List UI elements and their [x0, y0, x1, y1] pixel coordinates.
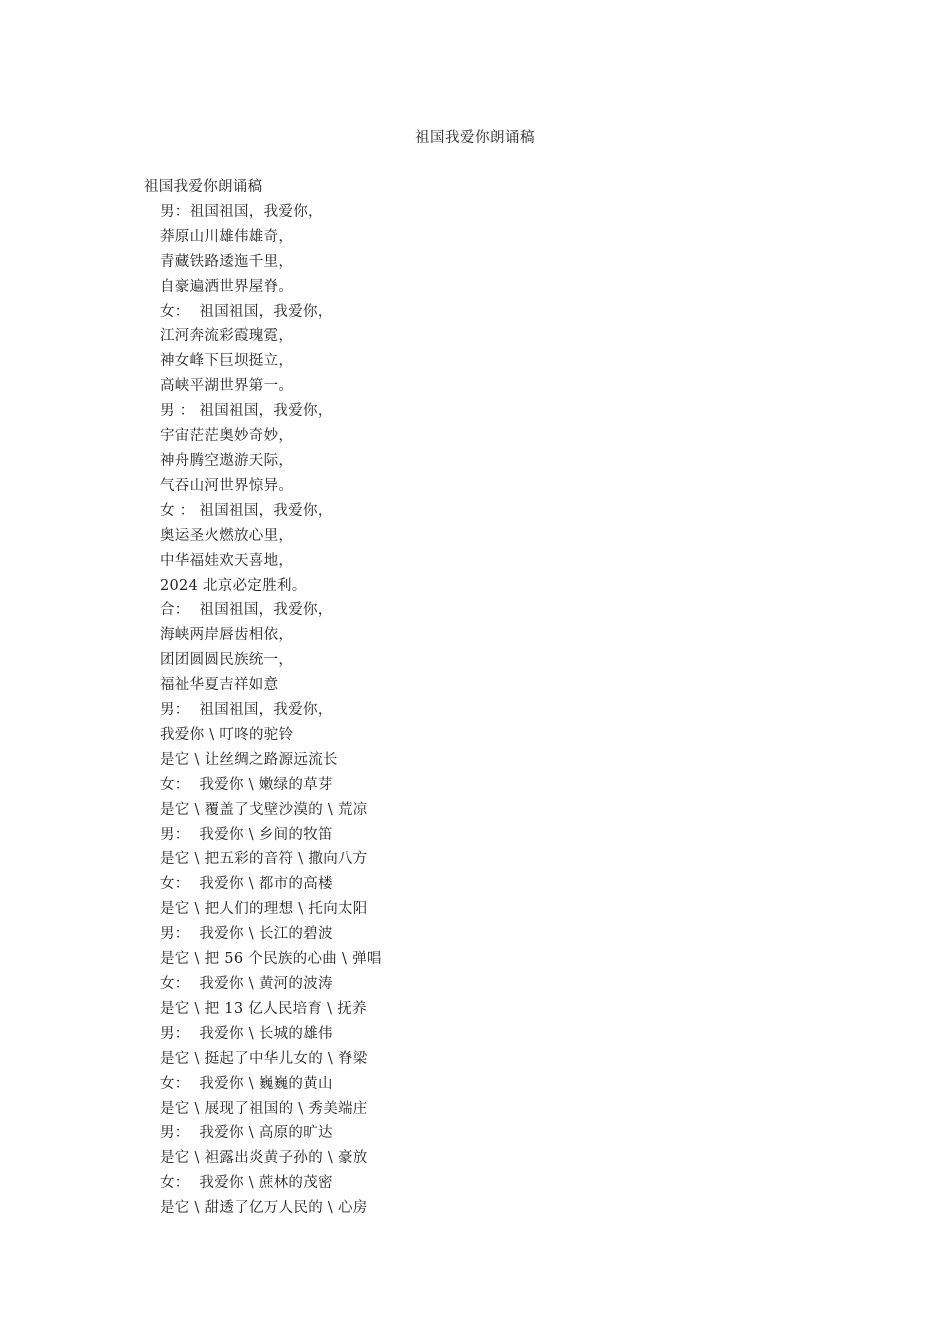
section-heading: 祖国我爱你朗诵稿	[144, 179, 263, 195]
poem-line: 莽原山川雄伟雄奇，	[160, 228, 294, 245]
poem-lines	[144, 200, 864, 1221]
poem-line: 男： 我爱你 \ 高原的旷达	[160, 1125, 333, 1142]
poem-line: 我爱你 \ 叮咚的驼铃	[160, 726, 294, 743]
poem-line: 是它 \ 把 56 个民族的心曲 \ 弹唱	[160, 951, 382, 968]
poem-line: 神舟腾空遨游天际，	[160, 452, 294, 469]
poem-line: 女： 我爱你 \ 黄河的波涛	[160, 976, 333, 992]
poem-line: 是它 \ 展现了祖国的 \ 秀美端庄	[160, 1100, 368, 1117]
poem-line: 女： 我爱你 \ 蔗林的茂密	[160, 1175, 333, 1192]
poem-line: 是它 \ 把人们的理想 \ 托向太阳	[160, 901, 368, 918]
poem-line: 高峡平湖世界第一。	[160, 378, 294, 395]
poem-line: 是它 \ 甜透了亿万人民的 \ 心房	[160, 1200, 368, 1217]
poem-line: 气吞山河世界惊异。	[160, 477, 294, 494]
poem-line: 宇宙茫茫奥妙奇妙，	[160, 428, 294, 445]
poem-line: 男：祖国祖国，我爱你，	[160, 203, 323, 220]
poem-line: 神女峰下巨坝挺立，	[160, 353, 294, 370]
poem-line: 是它 \ 让丝绸之路源远流长	[160, 751, 338, 768]
poem-line: 女 ： 祖国祖国，我爱你，	[160, 502, 333, 519]
poem-line: 男： 我爱你 \ 长城的雄伟	[160, 1025, 333, 1042]
poem-line: 女： 我爱你 \ 嫩绿的草芽	[160, 776, 333, 793]
poem-line: 是它 \ 挺起了中华儿女的 \ 脊梁	[160, 1050, 368, 1067]
poem-line: 男： 我爱你 \ 乡间的牧笛	[160, 826, 333, 843]
poem-line: 是它 \ 袒露出炎黄子孙的 \ 豪放	[160, 1150, 368, 1167]
poem-line: 江河奔流彩霞瑰霓，	[160, 328, 294, 345]
poem-line: 青藏铁路逶迤千里，	[160, 253, 294, 270]
document-body	[144, 175, 864, 1221]
poem-line: 奥运圣火燃放心里，	[160, 527, 294, 544]
poem-line: 男： 我爱你 \ 长江的碧波	[160, 926, 333, 943]
poem-line: 是它 \ 把五彩的音符 \ 撒向八方	[160, 851, 368, 868]
document-title: 祖国我爱你朗诵稿	[415, 130, 535, 146]
poem-line: 中华福娃欢天喜地，	[160, 552, 294, 569]
poem-line: 2024 北京必定胜利。	[160, 577, 307, 594]
poem-line: 是它 \ 覆盖了戈壁沙漠的 \ 荒凉	[160, 801, 368, 818]
poem-line: 男： 祖国祖国，我爱你，	[160, 702, 333, 719]
poem-line: 合： 祖国祖国，我爱你，	[160, 602, 333, 619]
poem-line: 女： 我爱你 \ 巍巍的黄山	[160, 1075, 333, 1092]
poem-line: 福祉华夏吉祥如意	[160, 677, 279, 694]
poem-line: 自豪遍洒世界屋脊。	[160, 278, 294, 295]
poem-line: 女： 祖国祖国，我爱你，	[160, 303, 333, 320]
poem-line: 男 ： 祖国祖国，我爱你，	[160, 403, 333, 420]
poem-line: 是它 \ 把 13 亿人民培育 \ 抚养	[160, 1000, 367, 1017]
poem-line: 团团圆圆民族统一，	[160, 652, 294, 669]
poem-line: 女： 我爱你 \ 都市的高楼	[160, 876, 333, 893]
poem-line: 海峡两岸唇齿相依，	[160, 627, 294, 644]
